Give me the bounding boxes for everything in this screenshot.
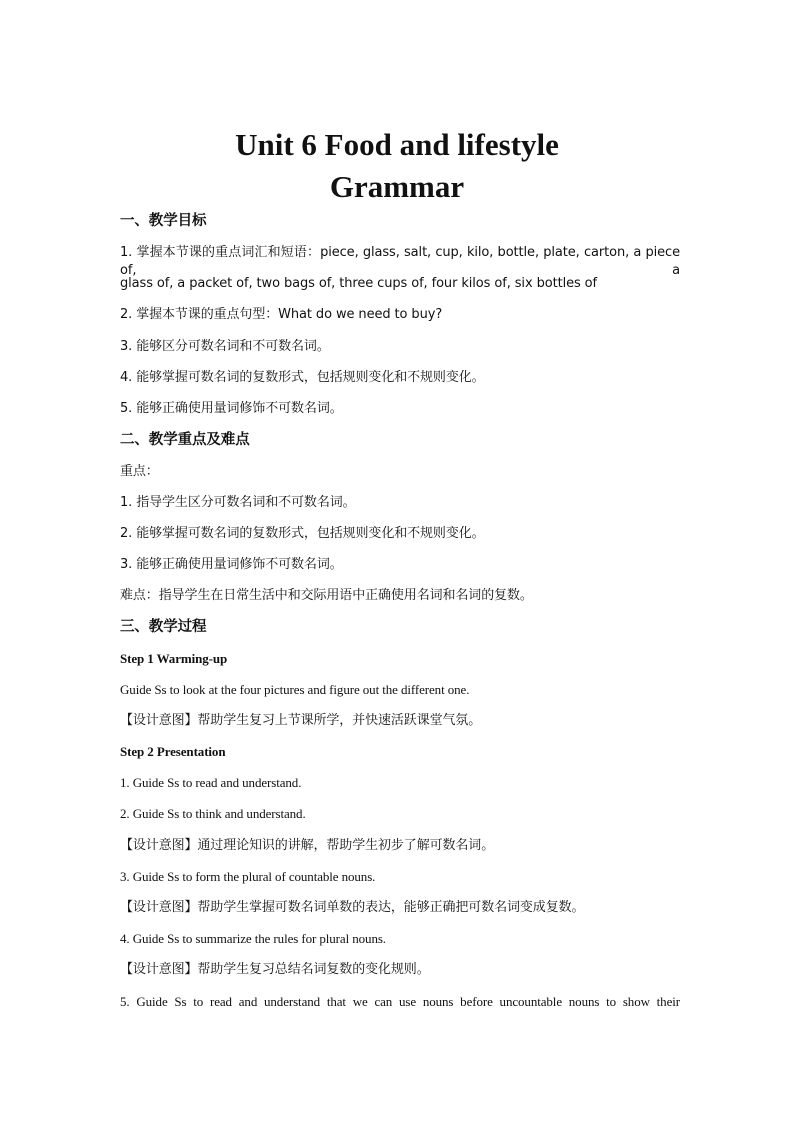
objective-line-4: 4. 能够掌握可数名词的复数形式，包括规则变化和不规则变化。 <box>120 370 485 385</box>
objective-line-5: 5. 能够正确使用量词修饰不可数名词。 <box>120 401 343 416</box>
step-2-line-2: 2. Guide Ss to think and understand. <box>120 806 306 821</box>
section-heading-key-points: 二、教学重点及难点 <box>120 432 250 448</box>
step-1-heading: Step 1 Warming-up <box>120 651 228 666</box>
key-point-line-2: 2. 能够掌握可数名词的复数形式，包括规则变化和不规则变化。 <box>120 526 485 541</box>
design-intent-1: 【设计意图】帮助学生复习上节课所学，并快速活跃课堂气氛。 <box>120 713 482 728</box>
document-subtitle: Grammar <box>329 169 465 204</box>
step-2-line-5: 5. Guide Ss to read and understand that we can use nouns before uncountable nouns to show their <box>120 994 680 1009</box>
objective-line-2: 2. 掌握本节课的重点句型：What do we need to buy? <box>120 307 443 322</box>
key-point-line-3: 3. 能够正确使用量词修饰不可数名词。 <box>120 557 343 572</box>
step-2-heading: Step 2 Presentation <box>120 744 226 759</box>
objective-line-1: 1. 掌握本节课的重点词汇和短语：piece, glass, salt, cup, kilo, bottle, plate, carton, a piece of, a <box>120 245 680 278</box>
key-point-line-1: 1. 指导学生区分可数名词和不可数名词。 <box>120 495 356 510</box>
step-2-line-1: 1. Guide Ss to read and understand. <box>120 775 302 790</box>
design-intent-3: 【设计意图】帮助学生掌握可数名词单数的表达，能够正确把可数名词变成复数。 <box>120 900 585 915</box>
objective-line-1-continued: glass of, a packet of, two bags of, three cups of, four kilos of, six bottles of <box>120 276 598 291</box>
section-heading-process: 三、教学过程 <box>120 619 207 635</box>
difficulty-line: 难点：指导学生在日常生活中和交际用语中正确使用名词和名词的复数。 <box>120 588 533 603</box>
step-2-line-4: 4. Guide Ss to summarize the rules for plural nouns. <box>120 931 386 946</box>
section-heading-objectives: 一、教学目标 <box>120 213 207 229</box>
step-2-line-3: 3. Guide Ss to form the plural of countable nouns. <box>120 869 376 884</box>
step-1-line: Guide Ss to look at the four pictures and figure out the different one. <box>120 682 470 697</box>
objective-line-3: 3. 能够区分可数名词和不可数名词。 <box>120 339 330 354</box>
design-intent-2: 【设计意图】通过理论知识的讲解，帮助学生初步了解可数名词。 <box>120 838 495 853</box>
design-intent-4: 【设计意图】帮助学生复习总结名词复数的变化规则。 <box>120 962 430 977</box>
document-title: Unit 6 Food and lifestyle <box>235 127 559 162</box>
key-points-label: 重点： <box>120 464 159 479</box>
